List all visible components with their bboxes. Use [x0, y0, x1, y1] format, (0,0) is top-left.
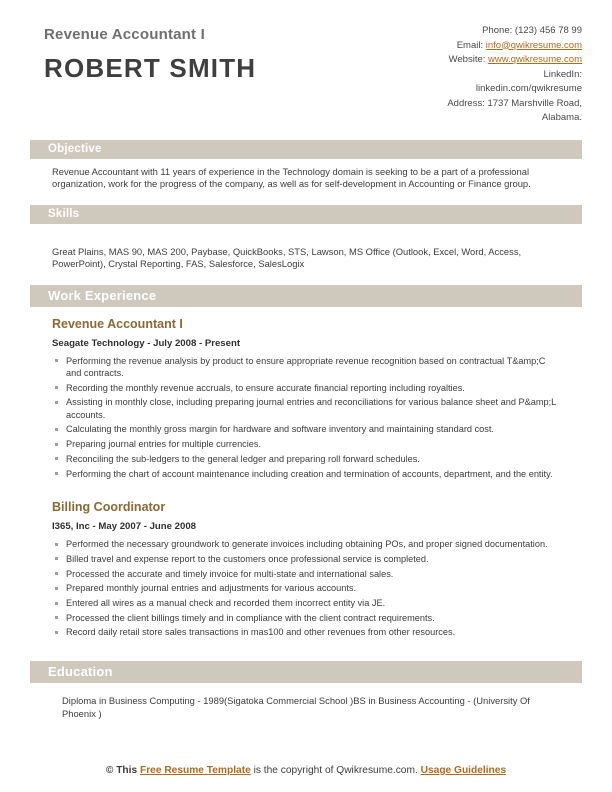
skills-text: Great Plains, MAS 90, MAS 200, Paybase, QuickBooks, STS, Lawson, MS Office (Outlook, Excel, Word, Access, PowerPoint), Crystal Reporting, FAS, Salesforce, SalesLogix [52, 245, 522, 270]
section-title-education: Education [48, 664, 113, 680]
list-item: Record daily retail store sales transactions in mas100 and other revenues from other resources. [52, 626, 560, 638]
section-title-work-experience: Work Experience [48, 288, 157, 304]
contact-linkedin-label: LinkedIn: [543, 68, 582, 80]
contact-website-link[interactable]: www.qwikresume.com [488, 54, 582, 65]
list-item: Billed travel and expense report to the customers once professional service is completed. [52, 553, 560, 565]
list-item: Reconciling the sub-ledgers to the general ledger and preparing roll forward schedules. [52, 453, 560, 465]
list-item: Processed the client billings timely and in compliance with the client contract requirements. [52, 612, 560, 624]
footer [0, 763, 612, 778]
objective-text: Revenue Accountant with 11 years of experience in the Technology domain is seeking to be a part of a professional organization, work for the progress of the company, as well as for self-development in Accounting or Finance group. [52, 165, 531, 190]
list-item: Preparing journal entries for multiple currencies. [52, 438, 560, 450]
section-title-skills: Skills [48, 208, 80, 221]
section-header-skills [30, 205, 582, 224]
page-title: Revenue Accountant I [44, 26, 205, 43]
contact-address-line1: Address: 1737 Marshville Road, [447, 97, 582, 109]
contact-address-line2: Alabama. [541, 112, 582, 123]
contact-phone: Phone: (123) 456 78 99 [482, 25, 582, 36]
contact-block [447, 22, 582, 126]
contact-website-row [447, 53, 582, 68]
experience-bullet-list [52, 355, 560, 480]
list-item: Performing the chart of account maintenance including creation and termination of accounts, department, and the entity. [52, 468, 560, 480]
education-text: Diploma in Business Computing - 1989(Sigatoka Commercial School )BS in Business Accounting - (University Of Phoenix ) [62, 694, 530, 719]
list-item: Processed the accurate and timely invoice for multi-state and international sales. [52, 568, 560, 580]
experience-job-title: Billing Coordinator [52, 500, 166, 515]
header-identity [30, 22, 256, 84]
contact-linkedin-value: linkedin.com/qwikresume [475, 83, 582, 94]
list-item: Performed the necessary groundwork to generate invoices including obtaining POs, and proper signed documentation. [52, 538, 560, 550]
experience-job-title: Revenue Accountant I [52, 316, 183, 331]
free-resume-template-link[interactable]: Free Resume Template [139, 765, 251, 776]
footer-copyright-prefix: © This [105, 765, 140, 776]
section-title-objective: Objective [48, 143, 102, 155]
experience-entry [30, 482, 582, 638]
candidate-name: ROBERT SMITH [44, 53, 257, 83]
list-item: Calculating the monthly gross margin for hardware and software inventory and maintaining standard cost. [52, 423, 560, 435]
section-header-work-experience [30, 285, 582, 307]
contact-email-label: Email: [456, 39, 486, 51]
list-item: Prepared monthly journal entries and adjustments for various accounts. [52, 582, 560, 594]
contact-email-row [447, 39, 582, 54]
experience-company-dates: I365, Inc - May 2007 - June 2008 [52, 521, 196, 533]
experience-bullet-list [52, 538, 560, 638]
section-header-education [30, 661, 582, 683]
experience-company-dates: Seagate Technology - July 2008 - Present [52, 337, 241, 349]
section-header-objective [30, 140, 582, 159]
resume-header [30, 22, 582, 126]
list-item: Entered all wires as a manual check and recorded them incorrect entity via JE. [52, 597, 560, 609]
experience-entry [30, 307, 582, 480]
footer-middle-text: is the copyright of Qwikresume.com. [250, 765, 421, 776]
contact-website-label: Website: [448, 54, 489, 65]
usage-guidelines-link[interactable]: Usage Guidelines [420, 765, 507, 776]
list-item: Recording the monthly revenue accruals, to ensure accurate financial reporting including royalties. [52, 382, 560, 394]
list-item: Performing the revenue analysis by product to ensure appropriate revenue recognition based on contractual T&amp;C and contracts. [52, 355, 560, 379]
contact-email-link[interactable]: info@qwikresume.com [485, 39, 582, 51]
list-item: Assisting in monthly close, including preparing journal entries and reconciliations for various balance sheet and P&amp;L accounts. [52, 396, 560, 420]
